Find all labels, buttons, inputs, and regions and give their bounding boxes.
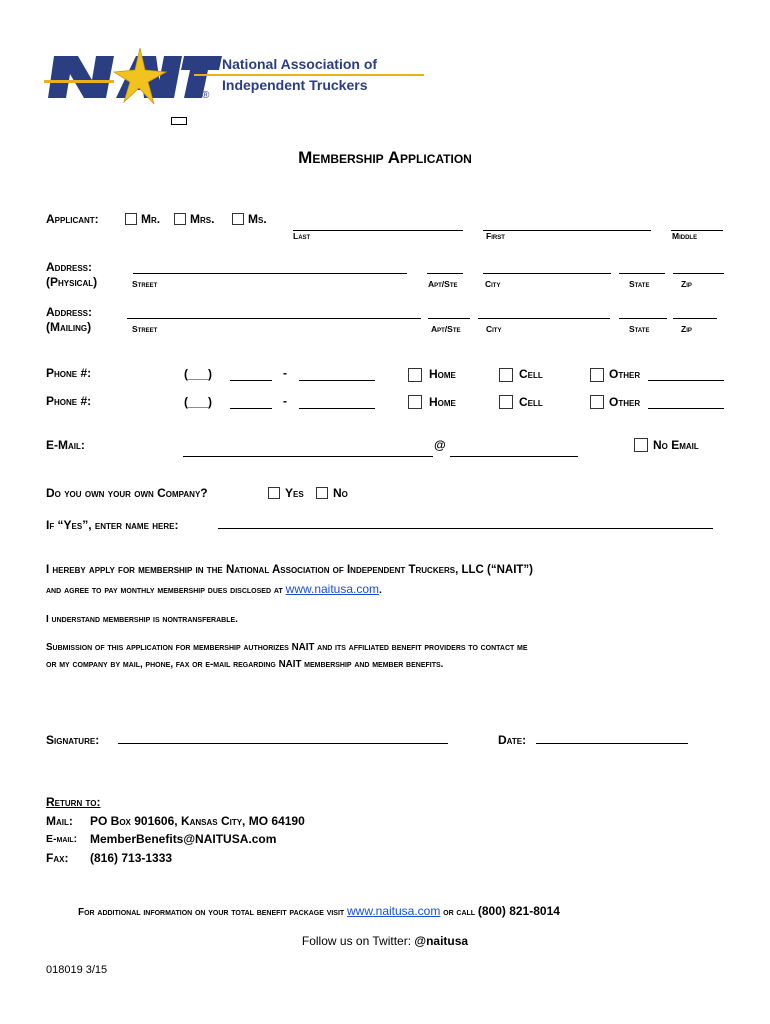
phone2-home-label: Home	[429, 395, 456, 409]
no-email-label: No Email	[653, 438, 699, 452]
applicant-label: Applicant:	[46, 212, 99, 226]
phone1-home-checkbox[interactable]	[408, 368, 422, 382]
mail-label: Mail:	[46, 814, 73, 828]
terms-paragraph2: I understand membership is nontransferable.	[46, 614, 238, 625]
physical-city-line[interactable]	[483, 273, 611, 274]
physical-apt-caption: Apt/Ste	[428, 279, 458, 289]
phone2-other-line[interactable]	[648, 408, 724, 409]
email-label: E-Mail:	[46, 438, 85, 452]
mailing-street-line[interactable]	[127, 318, 421, 319]
footer-info-text: For additional information on your total benefit package visit	[78, 907, 347, 918]
mailing-zip-caption: Zip	[681, 324, 692, 334]
address-mailing-sublabel: (Mailing)	[46, 320, 92, 334]
footer-or-call: or call	[440, 907, 478, 918]
mr-checkbox[interactable]	[125, 213, 137, 225]
phone1-other-checkbox[interactable]	[590, 368, 604, 382]
nait-logo-mark	[44, 46, 224, 106]
phone1-line-number[interactable]	[299, 380, 375, 381]
mailing-street-caption: Street	[132, 324, 158, 334]
last-name-line[interactable]	[293, 230, 463, 231]
form-code: 018019 3/15	[46, 964, 108, 976]
naitusa-link-footer[interactable]: www.naitusa.com	[346, 904, 441, 918]
phone1-other-label: Other	[609, 367, 641, 381]
footer-phone: (800) 821-8014	[477, 904, 560, 918]
ms-checkbox[interactable]	[232, 213, 244, 225]
small-box-mark	[171, 117, 187, 125]
phone2-line-number[interactable]	[299, 408, 375, 409]
signature-line[interactable]	[118, 743, 448, 744]
physical-street-line[interactable]	[133, 273, 407, 274]
phone2-other-label: Other	[609, 395, 641, 409]
mail-address: PO Box 901606, Kansas City, MO 64190	[90, 814, 305, 828]
logo-registered-mark: ®	[202, 90, 210, 101]
company-yes-checkbox[interactable]	[268, 487, 280, 499]
email-return-label: E-mail:	[46, 833, 78, 845]
first-name-caption: First	[486, 231, 505, 241]
phone1-cell-label: Cell	[519, 367, 543, 381]
nait-logo	[44, 46, 404, 116]
phone2-area-code[interactable]: (___)	[184, 395, 213, 409]
phone1-cell-checkbox[interactable]	[499, 368, 513, 382]
ms-label: Ms.	[248, 212, 267, 226]
mailing-zip-line[interactable]	[673, 318, 717, 319]
mrs-checkbox[interactable]	[174, 213, 186, 225]
email-domain-line[interactable]	[450, 456, 578, 457]
logo-name-line1: National Association of	[222, 56, 378, 72]
phone1-other-line[interactable]	[648, 380, 724, 381]
mailing-state-line[interactable]	[619, 318, 667, 319]
phone2-cell-checkbox[interactable]	[499, 395, 513, 409]
terms-agree-text: and agree to pay monthly membership dues disclosed at	[46, 584, 286, 596]
company-name-label: If “Yes”, enter name here:	[46, 518, 179, 532]
twitter-text: Follow us on Twitter:	[301, 934, 415, 948]
phone2-cell-label: Cell	[519, 395, 543, 409]
last-name-caption: Last	[293, 231, 311, 241]
fax-label: Fax:	[46, 851, 69, 865]
address-mailing-label: Address:	[46, 305, 93, 319]
physical-zip-caption: Zip	[681, 279, 692, 289]
logo-swoosh	[194, 74, 424, 76]
email-at-sign: @	[434, 438, 446, 452]
physical-apt-line[interactable]	[427, 273, 463, 274]
footer-info	[78, 904, 560, 918]
own-company-question: Do you own your own Company?	[46, 486, 208, 500]
no-email-checkbox[interactable]	[634, 438, 648, 452]
naitusa-link-terms[interactable]: www.naitusa.com	[285, 582, 380, 596]
middle-name-caption: Middle	[672, 231, 698, 241]
company-yes-label: Yes	[285, 486, 304, 500]
phone2-dash: -	[283, 394, 287, 408]
physical-state-caption: State	[629, 279, 650, 289]
mailing-state-caption: State	[629, 324, 650, 334]
phone1-label: Phone #:	[46, 366, 92, 380]
phone2-home-checkbox[interactable]	[408, 395, 422, 409]
phone1-prefix-line[interactable]	[230, 380, 272, 381]
phone1-home-label: Home	[429, 367, 456, 381]
twitter-handle[interactable]: @naitusa	[414, 934, 469, 948]
mailing-apt-caption: Apt/Ste	[431, 324, 461, 334]
company-no-label: No	[333, 486, 348, 500]
physical-state-line[interactable]	[619, 273, 665, 274]
terms-period: .	[379, 584, 382, 596]
page-title: Membership Application	[298, 148, 472, 167]
email-user-line[interactable]	[183, 456, 433, 457]
mr-label: Mr.	[141, 212, 161, 226]
first-name-line[interactable]	[483, 230, 651, 231]
physical-street-caption: Street	[132, 279, 158, 289]
date-line[interactable]	[536, 743, 688, 744]
terms-paragraph1-line1: I hereby apply for membership in the National Association of Independent Truckers, LLC (“NAIT”)	[46, 564, 533, 576]
signature-label: Signature:	[46, 733, 100, 747]
address-physical-sublabel: (Physical)	[46, 275, 98, 289]
email-return-address[interactable]: MemberBenefits@NAITUSA.com	[90, 832, 277, 846]
mrs-label: Mrs.	[190, 212, 215, 226]
company-name-line[interactable]	[218, 528, 713, 529]
phone2-label: Phone #:	[46, 394, 92, 408]
address-physical-label: Address:	[46, 260, 93, 274]
phone2-other-checkbox[interactable]	[590, 395, 604, 409]
terms-paragraph3-line1: Submission of this application for membership authorizes NAIT and its affiliated benefit providers to contact me	[46, 642, 528, 653]
twitter-line	[0, 934, 770, 948]
company-no-checkbox[interactable]	[316, 487, 328, 499]
mailing-city-line[interactable]	[478, 318, 610, 319]
mailing-apt-line[interactable]	[428, 318, 470, 319]
physical-zip-line[interactable]	[673, 273, 724, 274]
fax-number: (816) 713-1333	[90, 851, 173, 865]
logo-name-line2: Independent Truckers	[222, 77, 368, 93]
phone1-dash: -	[283, 366, 287, 380]
phone2-prefix-line[interactable]	[230, 408, 272, 409]
mailing-city-caption: City	[486, 324, 502, 334]
phone1-area-code[interactable]: (___)	[184, 367, 213, 381]
terms-paragraph3-line2: or my company by mail, phone, fax or e-mail regarding NAIT membership and member benefits.	[46, 659, 444, 670]
terms-paragraph1-line2	[46, 582, 382, 596]
physical-city-caption: City	[485, 279, 501, 289]
date-label: Date:	[498, 733, 527, 747]
return-to-title: Return to:	[46, 795, 101, 809]
